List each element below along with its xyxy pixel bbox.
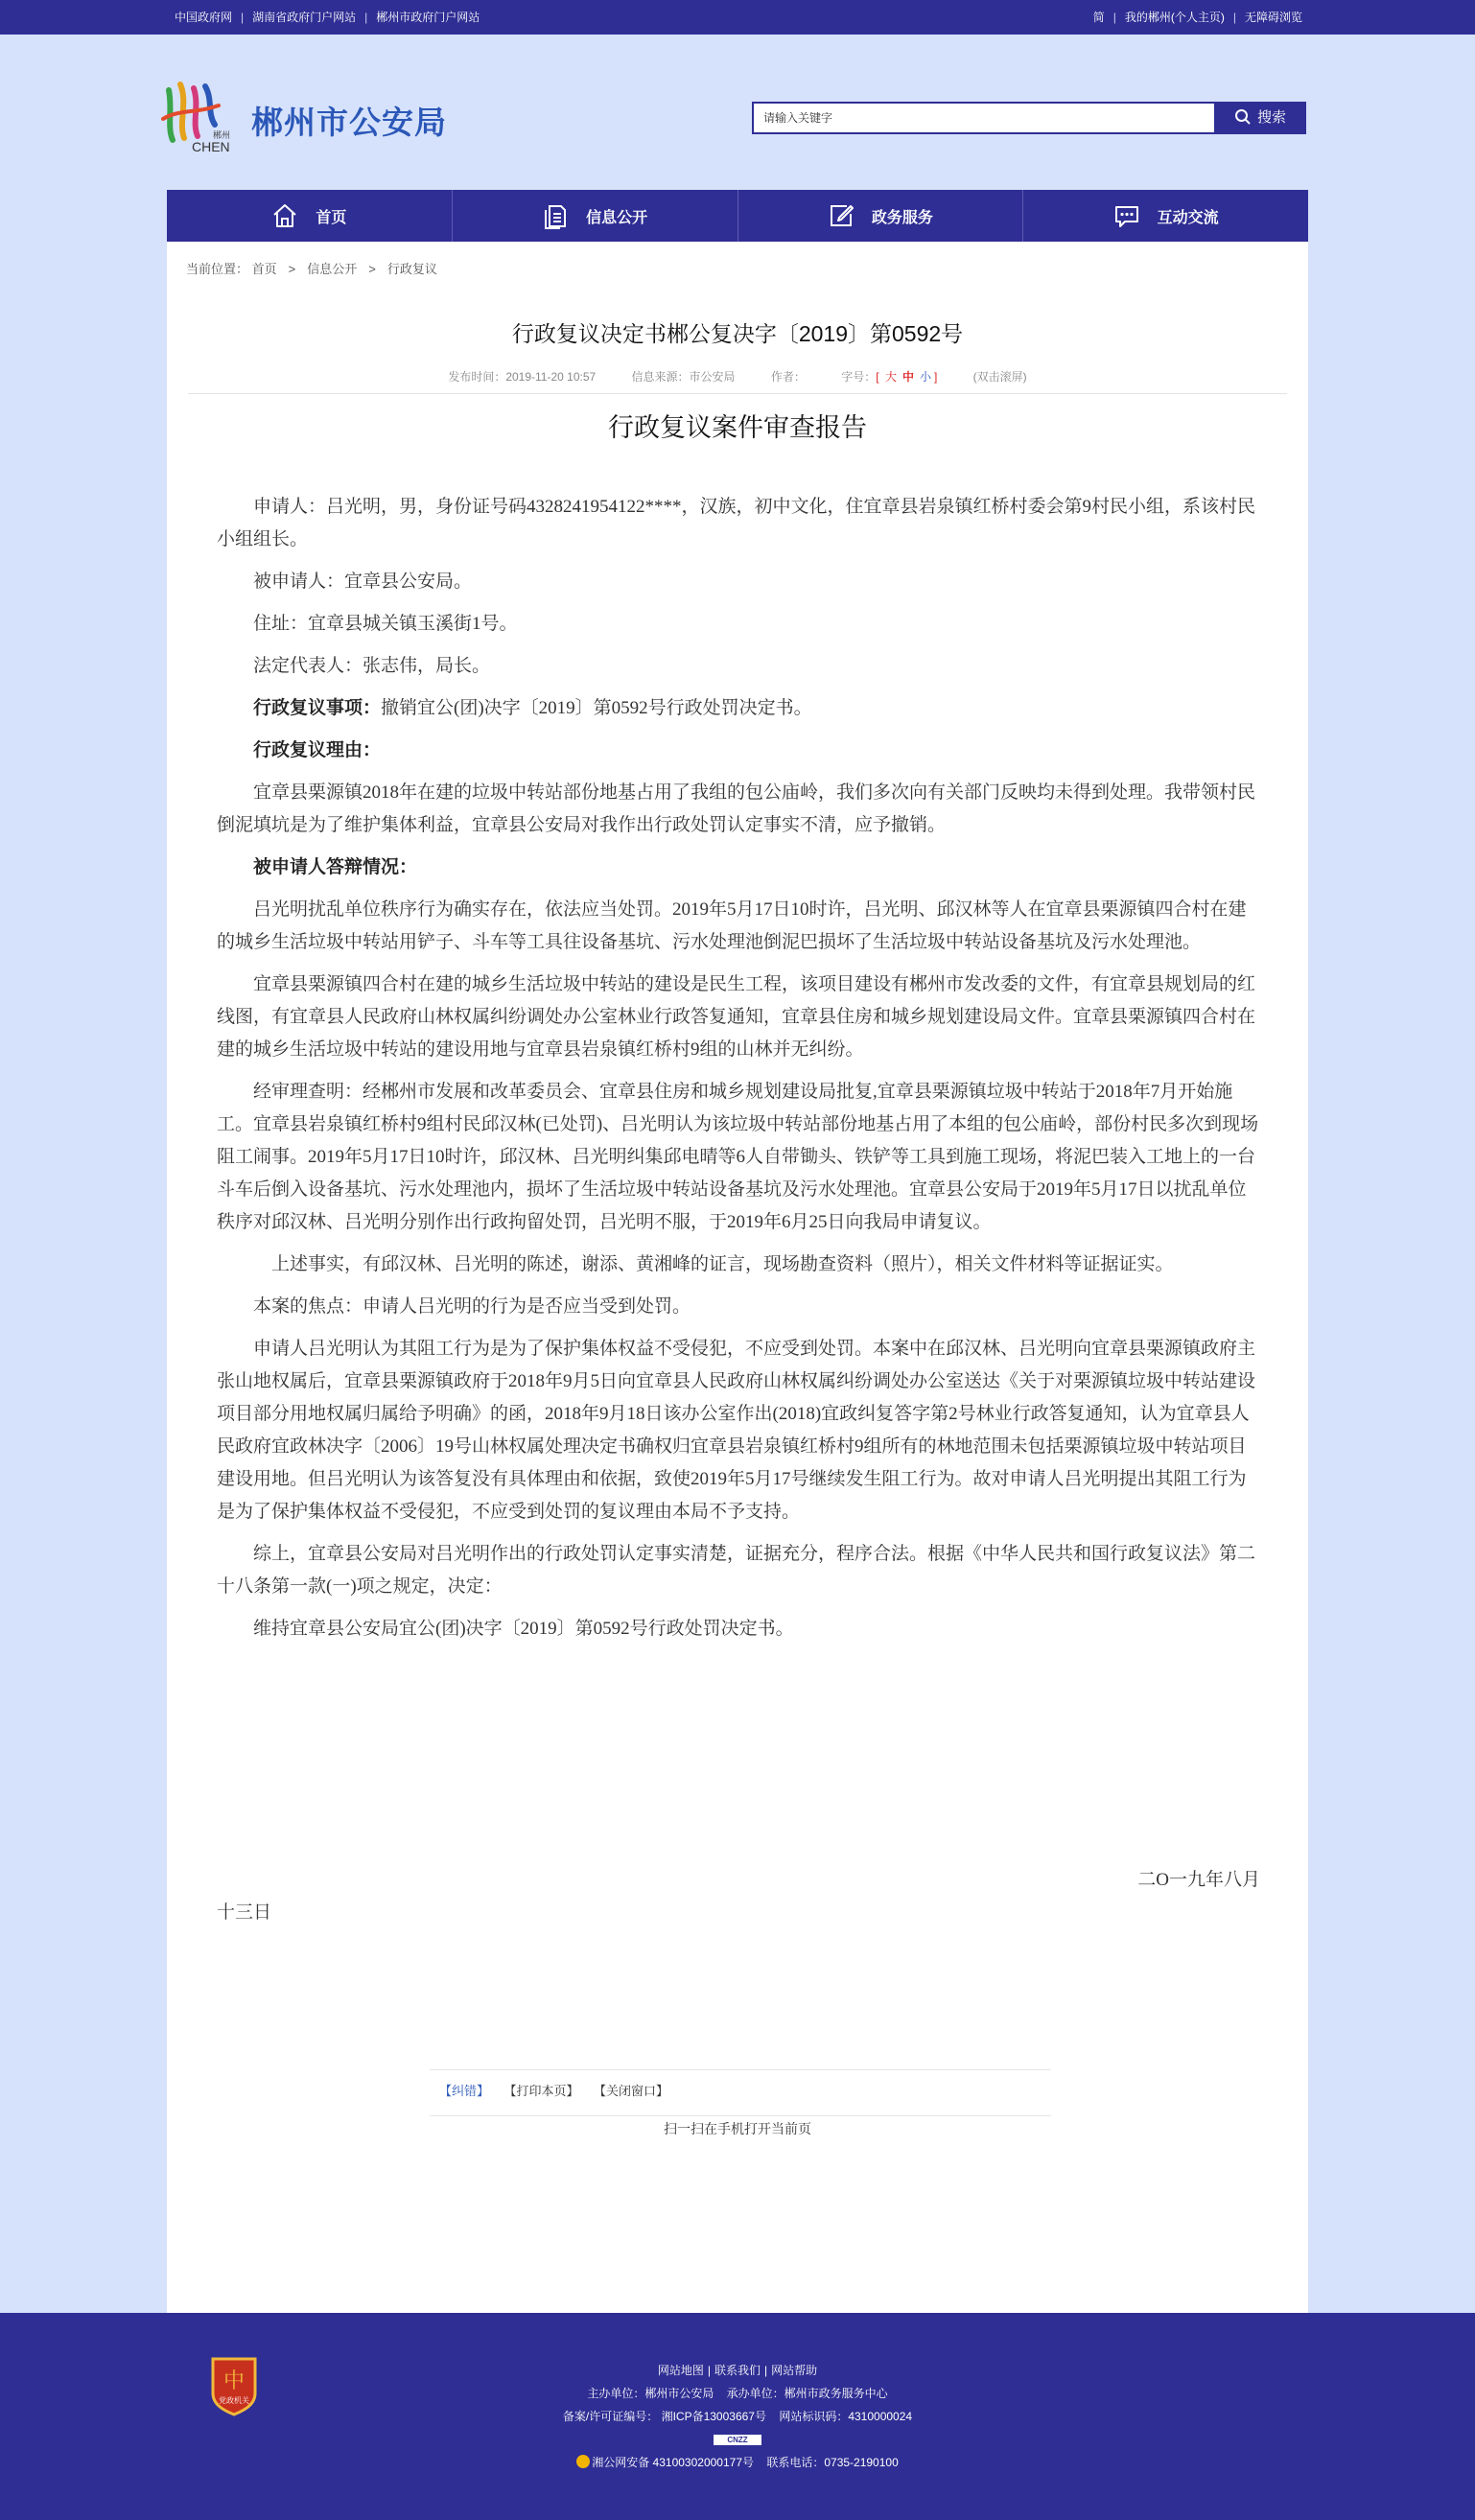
breadcrumb xyxy=(186,259,437,277)
footer-site-id: 网站标识码：4310000024 xyxy=(779,2410,913,2423)
info-source: 信息来源：市公安局 xyxy=(631,370,736,384)
paragraph-heading: 行政复议理由： xyxy=(253,740,382,760)
divider xyxy=(430,2069,1051,2070)
font-size-medium[interactable]: 中 xyxy=(901,370,914,384)
footer-phone: 联系电话：0735-2190100 xyxy=(766,2456,899,2469)
link-my-chenzhou[interactable]: 我的郴州(个人主页) xyxy=(1124,11,1225,24)
nav-item-info[interactable] xyxy=(452,190,738,242)
link-accessibility[interactable]: 无障碍浏览 xyxy=(1244,11,1302,24)
document-title: 行政复议案件审查报告 xyxy=(608,413,867,443)
paragraph-text: 申请人吕光明认为其阻工行为是为了保护集体权益不受侵犯，不应受到处罚。本案中在邱汉林、吕光明向宜章县栗源镇政府主张山地权属后，宜章县栗源镇政府于2018年9月5日向宜章县人民政府山林权属纠纷调处办公室送达《关于对栗源镇垃圾中转站建设项目部分用地权属归属给予明确》的函，2018年9月18日该办公室作出(2018)宜政纠复答字第2号林业行政答复通知，认为宜章县人民政府宜政林决字〔2006〕19号山林权属处理决定书确权归宜章县岩泉镇红桥村9组所有的林地范围未包括栗源镇垃圾中转站项目建设用地。但吕光明认为该答复没有具体理由和依据，致使2019年5月17号继续发生阻工行为。故对申请人吕光明提出其阻工行为是为了保护集体权益不受侵犯，不应受到处罚的复议理由本局不予支持。 xyxy=(217,1339,1256,1522)
article-meta xyxy=(167,368,1308,385)
svg-text:郴州: 郴州 xyxy=(213,130,231,140)
breadcrumb-prefix: 当前位置： xyxy=(186,262,249,276)
top-links-left xyxy=(175,0,480,35)
search-input[interactable] xyxy=(752,102,1233,134)
breadcrumb-sep: > xyxy=(288,262,296,276)
content-panel xyxy=(167,242,1308,2313)
search-bar xyxy=(752,102,1306,134)
qr-caption: 扫一扫在手机打开当前页 xyxy=(664,2121,811,2136)
svg-text:CHEN: CHEN xyxy=(192,139,230,153)
document-icon xyxy=(542,202,569,229)
top-bar xyxy=(0,0,1475,35)
paragraph xyxy=(217,852,1260,884)
chenzhou-logo-icon xyxy=(159,81,240,153)
separator: | xyxy=(241,11,245,24)
article-title: 行政复议决定书郴公复决字〔2019〕第0592号 xyxy=(511,321,964,346)
police-badge-icon xyxy=(576,2455,590,2468)
paragraph xyxy=(217,735,1260,767)
article-body xyxy=(217,491,1260,1655)
link-hunan-gov[interactable]: 湖南省政府门户网站 xyxy=(252,11,357,24)
nav-label: 首页 xyxy=(316,209,347,226)
breadcrumb-home[interactable]: 首页 xyxy=(251,262,277,276)
font-size-large[interactable]: 大 xyxy=(884,370,897,384)
footer-sitemap-link[interactable]: 网站地图 xyxy=(657,2364,704,2377)
close-window-button[interactable]: 【关闭窗口】 xyxy=(599,2084,669,2098)
paragraph xyxy=(217,777,1260,842)
paragraph xyxy=(217,650,1260,683)
nav-item-interact[interactable] xyxy=(1022,190,1308,242)
site-title: 郴州市公安局 xyxy=(251,105,447,140)
paragraph-text: 被申请人：宜章县公安局。 xyxy=(253,572,473,592)
search-button-label: 搜索 xyxy=(1256,109,1286,126)
paragraph xyxy=(217,1291,1260,1323)
publish-time: 发布时间：2019-11-20 10:57 xyxy=(448,370,597,384)
home-icon xyxy=(271,202,298,229)
font-size-small[interactable]: 小 xyxy=(919,370,931,384)
paragraph-text: 宜章县栗源镇2018年在建的垃圾中转站部份地基占用了我组的包公庙岭，我们多次向有关部门反映均未得到处理。我带领村民倒泥填坑是为了维护集体利益，宜章县公安局对我作出行政处罚认定事实不清，应予撤销。 xyxy=(217,782,1256,835)
paragraph-heading: 被申请人答辩情况： xyxy=(253,857,418,877)
footer-info: 网站地图 | 联系我们 | 网站帮助 主办单位：郴州市公安局 承办单位：郴州市政务服务中心 备案/许可证编号： 湘ICP备13003667号 网站标识码：4310000024 CNZZ 湘公网安备 43100302000177号 联系电话：0735-2190100 xyxy=(562,2364,913,2469)
paragraph xyxy=(217,566,1260,598)
search-icon xyxy=(1234,108,1252,126)
footer-organizer: 承办单位：郴州市政务服务中心 xyxy=(726,2387,888,2400)
chat-icon xyxy=(1113,202,1140,229)
top-links-right xyxy=(1093,0,1302,35)
paragraph-text: 申请人：吕光明，男，身份证号码4328241954122****，汉族，初中文化，住宜章县岩泉镇红桥村委会第9村民小组，系该村民小组组长。 xyxy=(217,497,1256,549)
paragraph-text: 上述事实，有邱汉林、吕光明的陈述，谢添、黄湘峰的证言，现场勘查资料（照片），相关文件材料等证据证实。 xyxy=(271,1254,1174,1274)
bracket: ] xyxy=(933,370,938,384)
divider xyxy=(430,2115,1051,2116)
svg-text:中: 中 xyxy=(222,2369,246,2393)
link-china-gov[interactable]: 中国政府网 xyxy=(175,11,233,24)
separator: | xyxy=(1232,11,1236,24)
nav-label: 信息公开 xyxy=(586,209,648,226)
nav-item-home[interactable] xyxy=(167,190,452,242)
paragraph-text: 宜章县栗源镇四合村在建的城乡生活垃圾中转站的建设是民生工程，该项目建设有郴州市发改委的文件，有宜章县规划局的红线图，有宜章县人民政府山林权属纠纷调处办公室林业行政答复通知，宜章县住房和城乡规划建设局文件。宜章县栗源镇四合村在建的城乡生活垃圾中转站的建设用地与宜章县岩泉镇红桥村9组的山林并无纠纷。 xyxy=(217,974,1256,1060)
paragraph xyxy=(217,491,1260,556)
bracket: [ xyxy=(876,370,879,384)
svg-text:党政机关: 党政机关 xyxy=(219,2396,249,2405)
paragraph-text: 本案的焦点：申请人吕光明的行为是否应当受到处罚。 xyxy=(253,1296,691,1317)
edit-icon xyxy=(828,202,855,229)
nav-label: 互动交流 xyxy=(1157,209,1219,226)
paragraph xyxy=(217,692,1260,725)
paragraph xyxy=(217,1333,1260,1528)
footer-contact-link[interactable]: 联系我们 xyxy=(714,2364,761,2377)
paragraph-text: 维持宜章县公安局宜公(团)决字〔2019〕第0592号行政处罚决定书。 xyxy=(253,1619,794,1639)
article-tools xyxy=(430,2081,1051,2099)
breadcrumb-info[interactable]: 信息公开 xyxy=(307,262,358,276)
cnzz-badge[interactable]: CNZZ xyxy=(714,2435,761,2445)
correct-button[interactable]: 【纠错】 xyxy=(439,2084,490,2098)
footer-icp[interactable]: 备案/许可证编号： 湘ICP备13003667号 xyxy=(562,2410,766,2423)
link-simplified[interactable]: 简 xyxy=(1092,11,1105,24)
paragraph-text: 住址：宜章县城关镇玉溪街1号。 xyxy=(253,614,518,634)
search-button[interactable] xyxy=(1214,102,1306,134)
footer-help-link[interactable]: 网站帮助 xyxy=(771,2364,818,2377)
separator: | xyxy=(1112,11,1116,24)
divider xyxy=(188,393,1287,394)
breadcrumb-current[interactable]: 行政复议 xyxy=(386,262,437,276)
paragraph-text: 法定代表人：张志伟，局长。 xyxy=(253,656,491,676)
paragraph xyxy=(217,1538,1260,1603)
font-size-label: 字号： xyxy=(841,370,877,384)
footer-police-record[interactable]: 湘公网安备 43100302000177号 xyxy=(592,2456,754,2469)
paragraph xyxy=(217,968,1260,1066)
main-nav xyxy=(167,190,1308,242)
date-line-2: 十三日 xyxy=(217,1902,272,1923)
paragraph xyxy=(217,1613,1260,1645)
signature-date xyxy=(217,1864,1260,1929)
nav-item-services[interactable] xyxy=(738,190,1023,242)
footer-sponsor: 主办单位：郴州市公安局 xyxy=(587,2387,714,2400)
paragraph-text: 吕光明扰乱单位秩序行为确实存在，依法应当处罚。2019年5月17日10时许，吕光明、邱汉林等人在宜章县栗源镇四合村在建的城乡生活垃圾中转站用铲子、斗车等工具往设备基坑、污水处理池倒泥巴损坏了生活垃圾中转站设备基坑及污水处理池。 xyxy=(217,899,1247,952)
author: 作者： xyxy=(770,370,806,384)
nav-label: 政务服务 xyxy=(871,209,933,226)
paragraph xyxy=(217,894,1260,959)
separator: | xyxy=(364,11,368,24)
paragraph xyxy=(217,1076,1260,1239)
paragraph xyxy=(217,1248,1260,1281)
paragraph xyxy=(217,608,1260,641)
paragraph-text: 撤销宜公(团)决字〔2019〕第0592号行政处罚决定书。 xyxy=(381,698,812,718)
link-chenzhou-gov[interactable]: 郴州市政府门户网站 xyxy=(376,11,480,24)
date-line-1: 二O一九年八月 xyxy=(1137,1870,1260,1890)
paragraph-text: 经审理查明：经郴州市发展和改革委员会、宜章县住房和城乡规划建设局批复,宜章县栗源镇垃圾中转站于2018年7月开始施工。宜章县岩泉镇红桥村9组村民邱汉林(已处罚)、吕光明认为该垃圾中转站部份地基占用了本组的包公庙岭，部份村民多次到现场阻工闹事。2019年5月17日10时许，邱汉林、吕光明纠集邱电晴等6人自带锄头、铁铲等工具到施工现场，将泥巴装入工地上的一台斗车后倒入设备基坑、污水处理池内，损坏了生活垃圾中转站设备基坑及污水处理池。宜章县公安局于2019年5月17日以扰乱单位秩序对邱汉林、吕光明分别作出行政拘留处罚，吕光明不服，于2019年6月25日向我局申请复议。 xyxy=(217,1082,1259,1232)
print-button[interactable]: 【打印本页】 xyxy=(510,2084,579,2098)
double-click-scroll: (双击滚屏) xyxy=(972,370,1027,384)
paragraph-heading: 行政复议事项： xyxy=(253,698,382,718)
footer xyxy=(0,2313,1475,2520)
breadcrumb-sep: > xyxy=(368,262,376,276)
site-logo[interactable] xyxy=(159,81,485,153)
paragraph-text: 综上，宜章县公安局对吕光明作出的行政处罚认定事实清楚，证据充分，程序合法。根据《中华人民共和国行政复议法》第二十八条第一款(一)项之规定，决定： xyxy=(217,1544,1256,1597)
